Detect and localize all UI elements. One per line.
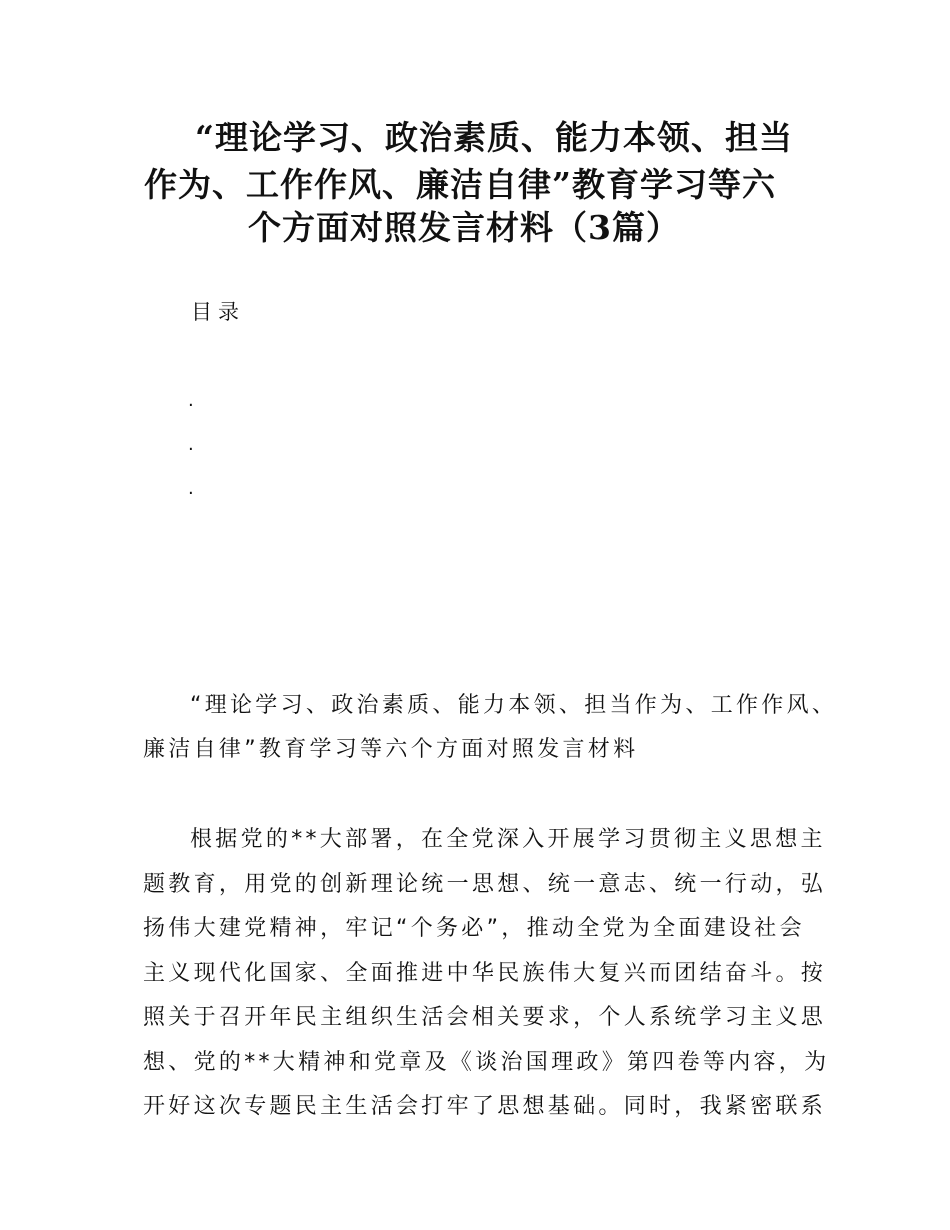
document-title-line-2: 作为、工作作风、廉洁自律”教育学习等六 (144, 165, 776, 204)
section-subtitle-line-2: 廉洁自律”教育学习等六个方面对照发言材料 (143, 737, 639, 762)
section-subtitle-line-1: “理论学习、政治素质、能力本领、担当作为、工作作风、 (190, 693, 838, 718)
document-title-line-1: “理论学习、政治素质、能力本领、担当 (195, 118, 793, 157)
toc-item[interactable]: . (188, 390, 194, 411)
paragraph-line: 照关于召开年民主组织生活会相关要求，个人系统学习主义思 (143, 1005, 827, 1030)
paragraph-line: 开好这次专题民主生活会打牢了思想基础。同时，我紧密联系 (143, 1094, 827, 1119)
paragraph-line: 扬伟大建党精神，牢记“个务必”，推动全党为全面建设社会 (143, 916, 805, 941)
document-title-line-3: 个方面对照发言材料（3篇） (248, 208, 680, 247)
body-paragraph (143, 818, 830, 1130)
toc-heading: 目录 (191, 300, 245, 324)
toc-item[interactable]: . (188, 434, 194, 455)
paragraph-line: 题教育，用党的创新理论统一思想、统一意志、统一行动，弘 (143, 871, 827, 897)
paragraph-line: 主义现代化国家、全面推进中华民族伟大复兴而团结奋斗。按 (143, 960, 827, 986)
paragraph-line: 想、党的**大精神和党章及《谈治国理政》第四卷等内容，为 (143, 1049, 830, 1075)
paragraph-line: 根据党的**大部署，在全党深入开展学习贯彻主义思想主 (190, 827, 826, 852)
toc-item[interactable]: . (188, 478, 194, 499)
